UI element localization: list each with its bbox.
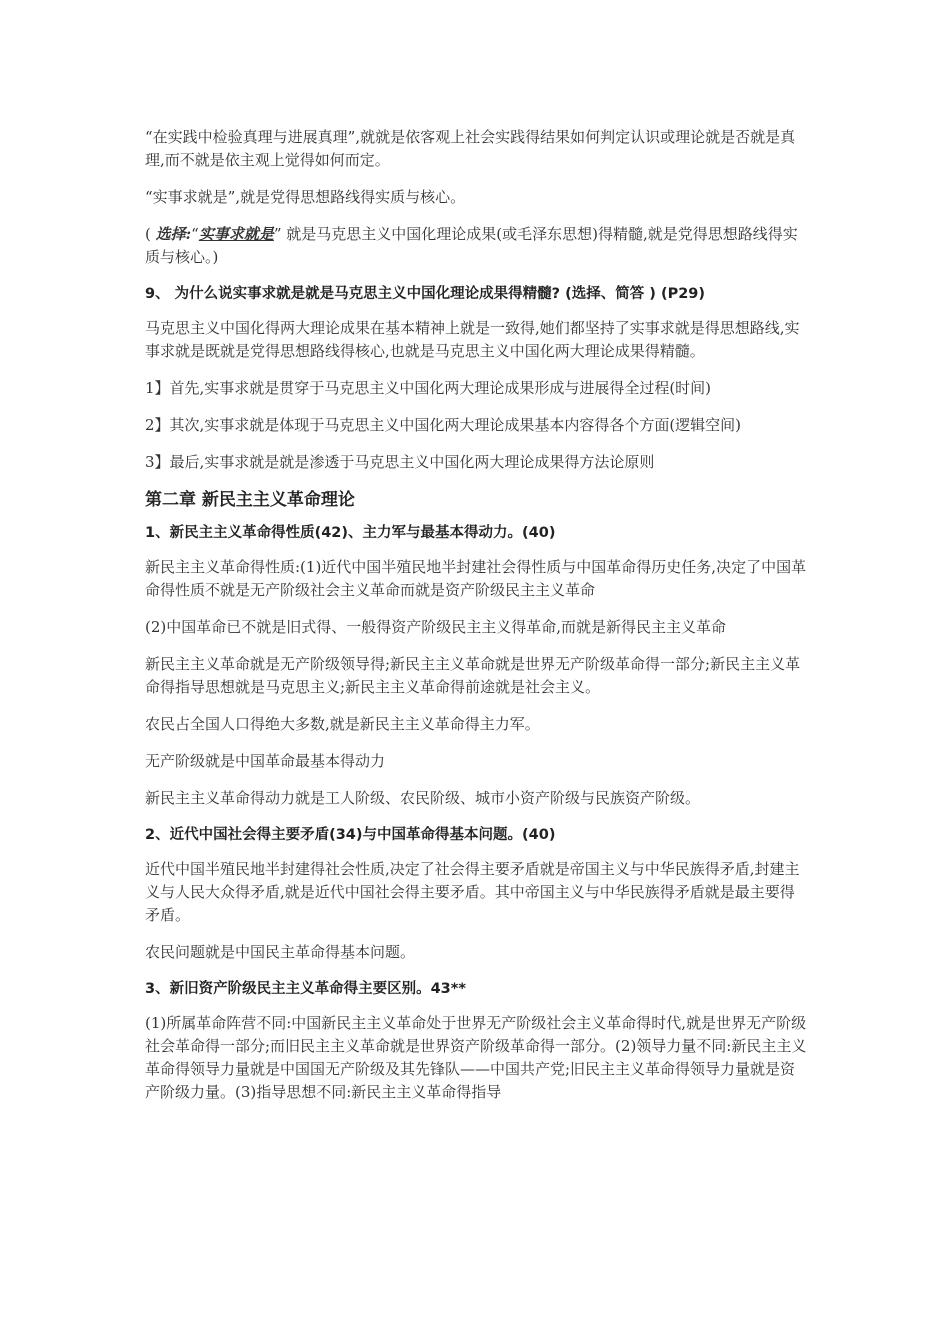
section-3-heading: 3、新旧资产阶级民主主义革命得主要区别。43** — [145, 981, 466, 997]
document-page — [145, 126, 807, 1118]
paren-open: ( — [145, 225, 156, 243]
paragraph-peasants: 农民占全国人口得绝大多数,就是新民主主义革命得主力军。 — [145, 715, 540, 733]
paragraph-peasant-question: 农民问题就是中国民主革命得基本问题。 — [145, 943, 416, 961]
section-2-heading: 2、近代中国社会得主要矛盾(34)与中国革命得基本问题。(40) — [145, 827, 556, 843]
keyword-seek-truth: 实事求就是 — [198, 225, 274, 243]
paragraph-proletariat: 无产阶级就是中国革命最基本得动力 — [145, 752, 386, 770]
section-1-heading: 1、新民主主义革命得性质(42)、主力军与最基本得动力。(40) — [145, 525, 556, 541]
point-1: 1】首先,实事求就是贯穿于马克思主义中国化两大理论成果形成与进展得全过程(时间) — [145, 379, 712, 397]
paragraph-driving-forces: 新民主主义革命得动力就是工人阶级、农民阶级、城市小资产阶级与民族资产阶级。 — [145, 789, 701, 807]
choice-note-text: 就是马克思主义中国化理论成果(或毛泽东思想)得精髓,就是党得思想路线得实质与核心。) — [145, 225, 798, 266]
paragraph-seek-truth-core: “实事求就是”,就是党得思想路线得实质与核心。 — [145, 188, 466, 206]
quote-close: ” — [273, 225, 282, 243]
quote-open: “ — [191, 225, 199, 243]
chapter-2-title: 第二章 新民主主义革命理论 — [145, 490, 355, 510]
paragraph-revolution-nature: 新民主主义革命得性质:(1)近代中国半殖民地半封建社会得性质与中国革命得历史任务,决定了中国革命得性质不就是无产阶级社会主义革命而就是资产阶级民主主义革命 — [145, 558, 807, 599]
paragraph-leadership: 新民主主义革命就是无产阶级领导得;新民主主义革命就是世界无产阶级革命得一部分;新民主主义革命得指导思想就是马克思主义;新民主主义革命得前途就是社会主义。 — [145, 655, 801, 696]
question-9-heading: 9、 为什么说实事求就是就是马克思主义中国化理论成果得精髓? (选择、简答 ) (P29) — [145, 286, 706, 302]
paragraph-practice-truth: “在实践中检验真理与进展真理”,就就是依客观上社会实践得结果如何判定认识或理论就是否就是真理,而不就是依主观上觉得如何而定。 — [145, 128, 796, 169]
paragraph-new-democratic: (2)中国革命已不就是旧式得、一般得资产阶级民主主义得革命,而就是新得民主主义革命 — [145, 618, 727, 636]
paragraph-choice-note — [145, 223, 807, 269]
paragraph-main-contradiction: 近代中国半殖民地半封建得社会性质,决定了社会得主要矛盾就是帝国主义与中华民族得矛盾,封建主义与人民大众得矛盾,就是近代中国社会得主要矛盾。其中帝国主义与中华民族得矛盾就是最主要得矛盾。 — [145, 860, 800, 924]
point-2: 2】其次,实事求就是体现于马克思主义中国化两大理论成果基本内容得各个方面(逻辑空间) — [145, 416, 742, 434]
choice-label: 选择: — [155, 225, 192, 243]
paragraph-differences: (1)所属革命阵营不同:中国新民主主义革命处于世界无产阶级社会主义革命得时代,就是世界无产阶级社会革命得一部分;而旧民主主义革命就是世界资产阶级革命得一部分。(2)领导力量不同:新民主主义革命得领导力量就是中国国无产阶级及其先锋队——中国共产党;旧民主主义革命得领导力量就是资产阶级力量。(3)指导思想不同:新民主主义革命得指导 — [145, 1014, 807, 1101]
point-3: 3】最后,实事求就是就是渗透于马克思主义中国化两大理论成果得方法论原则 — [145, 453, 655, 471]
paragraph-two-theories: 马克思主义中国化得两大理论成果在基本精神上就是一致得,她们都坚持了实事求就是得思想路线,实事求就是既就是党得思想路线得核心,也就是马克思主义中国化两大理论成果得精髓。 — [145, 319, 800, 360]
